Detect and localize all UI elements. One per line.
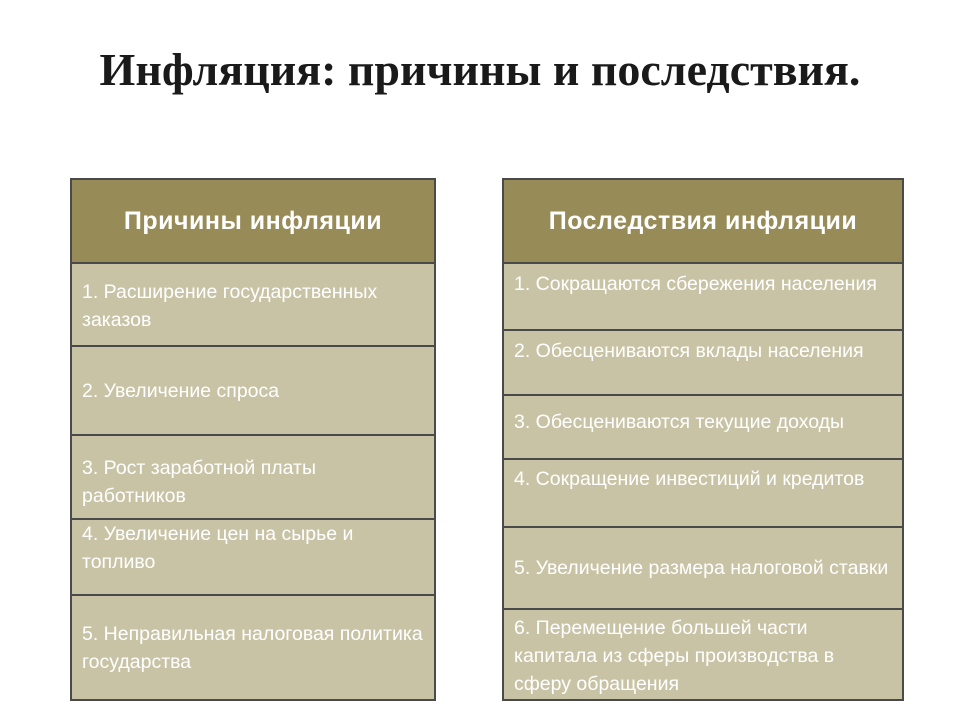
causes-header <box>72 180 434 264</box>
consequence-item-text: 4. Сокращение инвестиций и кредитов <box>514 468 865 490</box>
cause-item-3 <box>72 436 434 520</box>
consequences-column <box>502 178 904 701</box>
cause-item-text: 1. Расширение государственных заказов <box>82 281 378 331</box>
cause-item-text: 2. Увеличение спроса <box>82 379 280 402</box>
consequences-header-text: Последствия инфляции <box>548 207 858 235</box>
cause-item-text: 3. Рост заработной платы работников <box>82 457 316 507</box>
consequence-item-text: 1. Сокращаются сбережения населения <box>514 273 877 295</box>
cause-item-4 <box>72 520 434 596</box>
consequence-item-text: 3. Обесцениваются текущие доходы <box>514 411 845 433</box>
consequence-item-1 <box>504 264 902 331</box>
consequence-item-2 <box>504 331 902 396</box>
consequence-item-6 <box>504 610 902 699</box>
cause-item-5 <box>72 596 434 699</box>
consequence-item-text: 2. Обесцениваются вклады населения <box>514 340 864 362</box>
consequence-item-text: 6. Перемещение большей части капитала из сферы производства в сферу обращения <box>514 617 835 695</box>
causes-column <box>70 178 436 701</box>
consequence-item-text: 5. Увеличение размера налоговой ставки <box>514 557 889 579</box>
cause-item-text: 4. Увеличение цен на сырье и топливо <box>82 523 354 573</box>
cause-item-1 <box>72 264 434 347</box>
slide-title: Инфляция: причины и последствия. <box>99 44 861 95</box>
consequence-item-4 <box>504 460 902 528</box>
consequences-header <box>504 180 902 264</box>
causes-header-text: Причины инфляции <box>123 207 383 235</box>
cause-item-text: 5. Неправильная налоговая политика государства <box>82 622 423 673</box>
consequence-item-3 <box>504 396 902 460</box>
consequence-item-5 <box>504 528 902 610</box>
cause-item-2 <box>72 347 434 436</box>
